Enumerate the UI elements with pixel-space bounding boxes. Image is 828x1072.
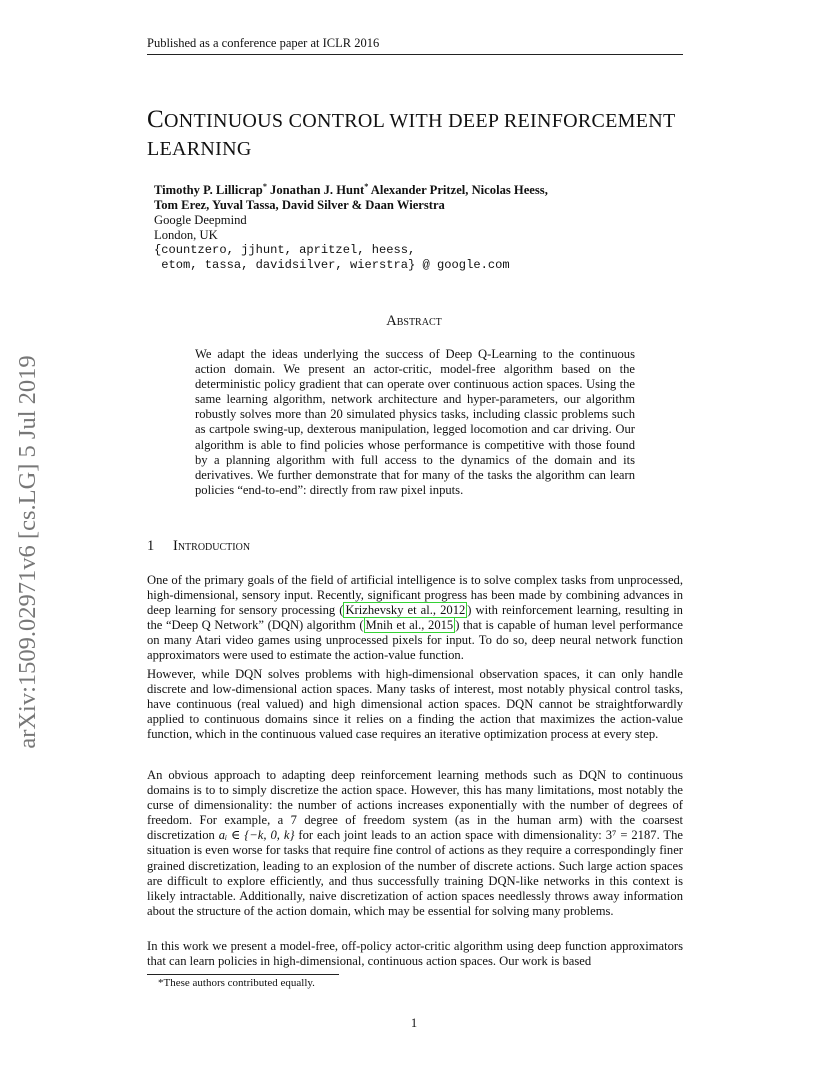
title-line1: ONTINUOUS CONTROL WITH DEEP REINFORCEMENT (163, 110, 676, 132)
running-header: Published as a conference paper at ICLR 2016 (147, 36, 380, 50)
title-initial: C (147, 106, 164, 133)
arxiv-stamp: arXiv:1509.02971v6 [cs.LG] 5 Jul 2019 (14, 355, 41, 749)
email-line-2: etom, tassa, davidsilver, wierstra} @ google.com (154, 258, 510, 272)
abstract-text: We adapt the ideas underlying the success of Deep Q-Learning to the continuous action domain. We present an actor-critic, model-free algorithm based on the deterministic policy gradient that can operate over continuous action spaces. Using the same learning algorithm, network architecture and hyper-parameters, our algorithm robustly solves more than 20 simulated physics tasks, including classic problems such as cartpole swing-up, dexterous manipulation, legged locomotion and car driving. Our algorithm is able to find policies whose performance is competitive with those found by a planning algorithm with full access to the dynamics of the domain and its derivatives. We further demonstrate that for many of the tasks the algorithm can learn policies “end-to-end”: directly from raw pixel inputs. (195, 347, 635, 497)
author-block (154, 183, 548, 273)
title-line2: LEARNING (147, 138, 252, 160)
author-line-2: Tom Erez, Yuval Tassa, David Silver & Daan Wierstra (154, 198, 445, 212)
citation-mnih[interactable]: Mnih et al., 2015 (365, 618, 454, 633)
p3-text-b: for each joint leads to an action space with dimensionality: (294, 828, 606, 843)
section-heading (147, 538, 250, 555)
section-title: Introduction (173, 538, 251, 554)
section-number: 1 (147, 538, 155, 554)
affiliation: Google Deepmind (154, 213, 247, 227)
location: London, UK (154, 228, 218, 242)
p1-text-a: One of the primary goals of the field of artificial intelligence is to solve complex tasks from unprocessed, high-dimensional, sensory input. Recently, significant progress has been made by combining advances in deep learning for sensory processing ( (147, 573, 683, 618)
paper-title (147, 106, 707, 163)
math-dimensionality: 3⁷ = 2187 (605, 828, 657, 843)
abstract-heading: Abstract (386, 313, 442, 329)
p3-text-a: An obvious approach to adapting deep reinforcement learning methods such as DQN to continuous domains is to to simply discretize the action space. However, this has many limitations, most notably the curse of dimensionality: the number of actions increases exponentially with the number of degrees of freedom. For example, a 7 degree of freedom system (as in the human arm) with the coarsest discretization (147, 768, 683, 843)
citation-krizhevsky[interactable]: Krizhevsky et al., 2012 (345, 603, 466, 618)
equal-contrib-mark: * (262, 181, 267, 191)
author-others: Alexander Pritzel, Nicolas Heess, (368, 183, 548, 197)
paragraph-3 (147, 768, 683, 919)
p1-text-b: ) with reinforcement learning, resulting in the “Deep Q Network” (DQN) algorithm ( (147, 603, 683, 633)
author-hunt: Jonathan J. Hunt (266, 183, 365, 197)
equal-contrib-mark: * (364, 181, 369, 191)
footnote: *These authors contributed equally. (158, 977, 315, 989)
paragraph-4: In this work we present a model-free, off-policy actor-critic algorithm using deep function approximators that can learn policies in high-dimensional, continuous action spaces. Our work is based (147, 939, 683, 969)
footnote-rule (147, 974, 339, 975)
p1-text-c: ) that is capable of human level performance on many Atari video games using unprocessed pixels for input. To do so, deep neural network function approximators were used to estimate the action-value function. (147, 618, 683, 663)
p3-text-c: . The situation is even worse for tasks that require fine control of actions as they require a correspondingly finer grained discretization, leading to an explosion of the number of discrete actions. Such large action spaces are difficult to explore efficiently, and thus successfully training DQN-like networks in this context is likely intractable. Additionally, naive discretization of action spaces needlessly throws away information about the structure of the action domain, which may be essential for solving many problems. (147, 828, 683, 918)
author-line-1 (154, 183, 548, 198)
author-lillicrap: Timothy P. Lillicrap (154, 183, 263, 197)
paragraph-1 (147, 573, 683, 664)
math-discretization: aᵢ ∈ {−k, 0, k} (218, 828, 295, 843)
header-rule (147, 54, 683, 55)
paragraph-2: However, while DQN solves problems with high-dimensional observation spaces, it can only handle discrete and low-dimensional action spaces. Many tasks of interest, most notably physical control tasks, have continuous (real valued) and high dimensional action spaces. DQN cannot be straightforwardly applied to continuous domains since it relies on a finding the action that maximizes the action-value function, which in the continuous valued case requires an iterative optimization process at every step. (147, 667, 683, 742)
page-number: 1 (410, 1016, 418, 1030)
email-line-1: {countzero, jjhunt, apritzel, heess, (154, 243, 416, 257)
